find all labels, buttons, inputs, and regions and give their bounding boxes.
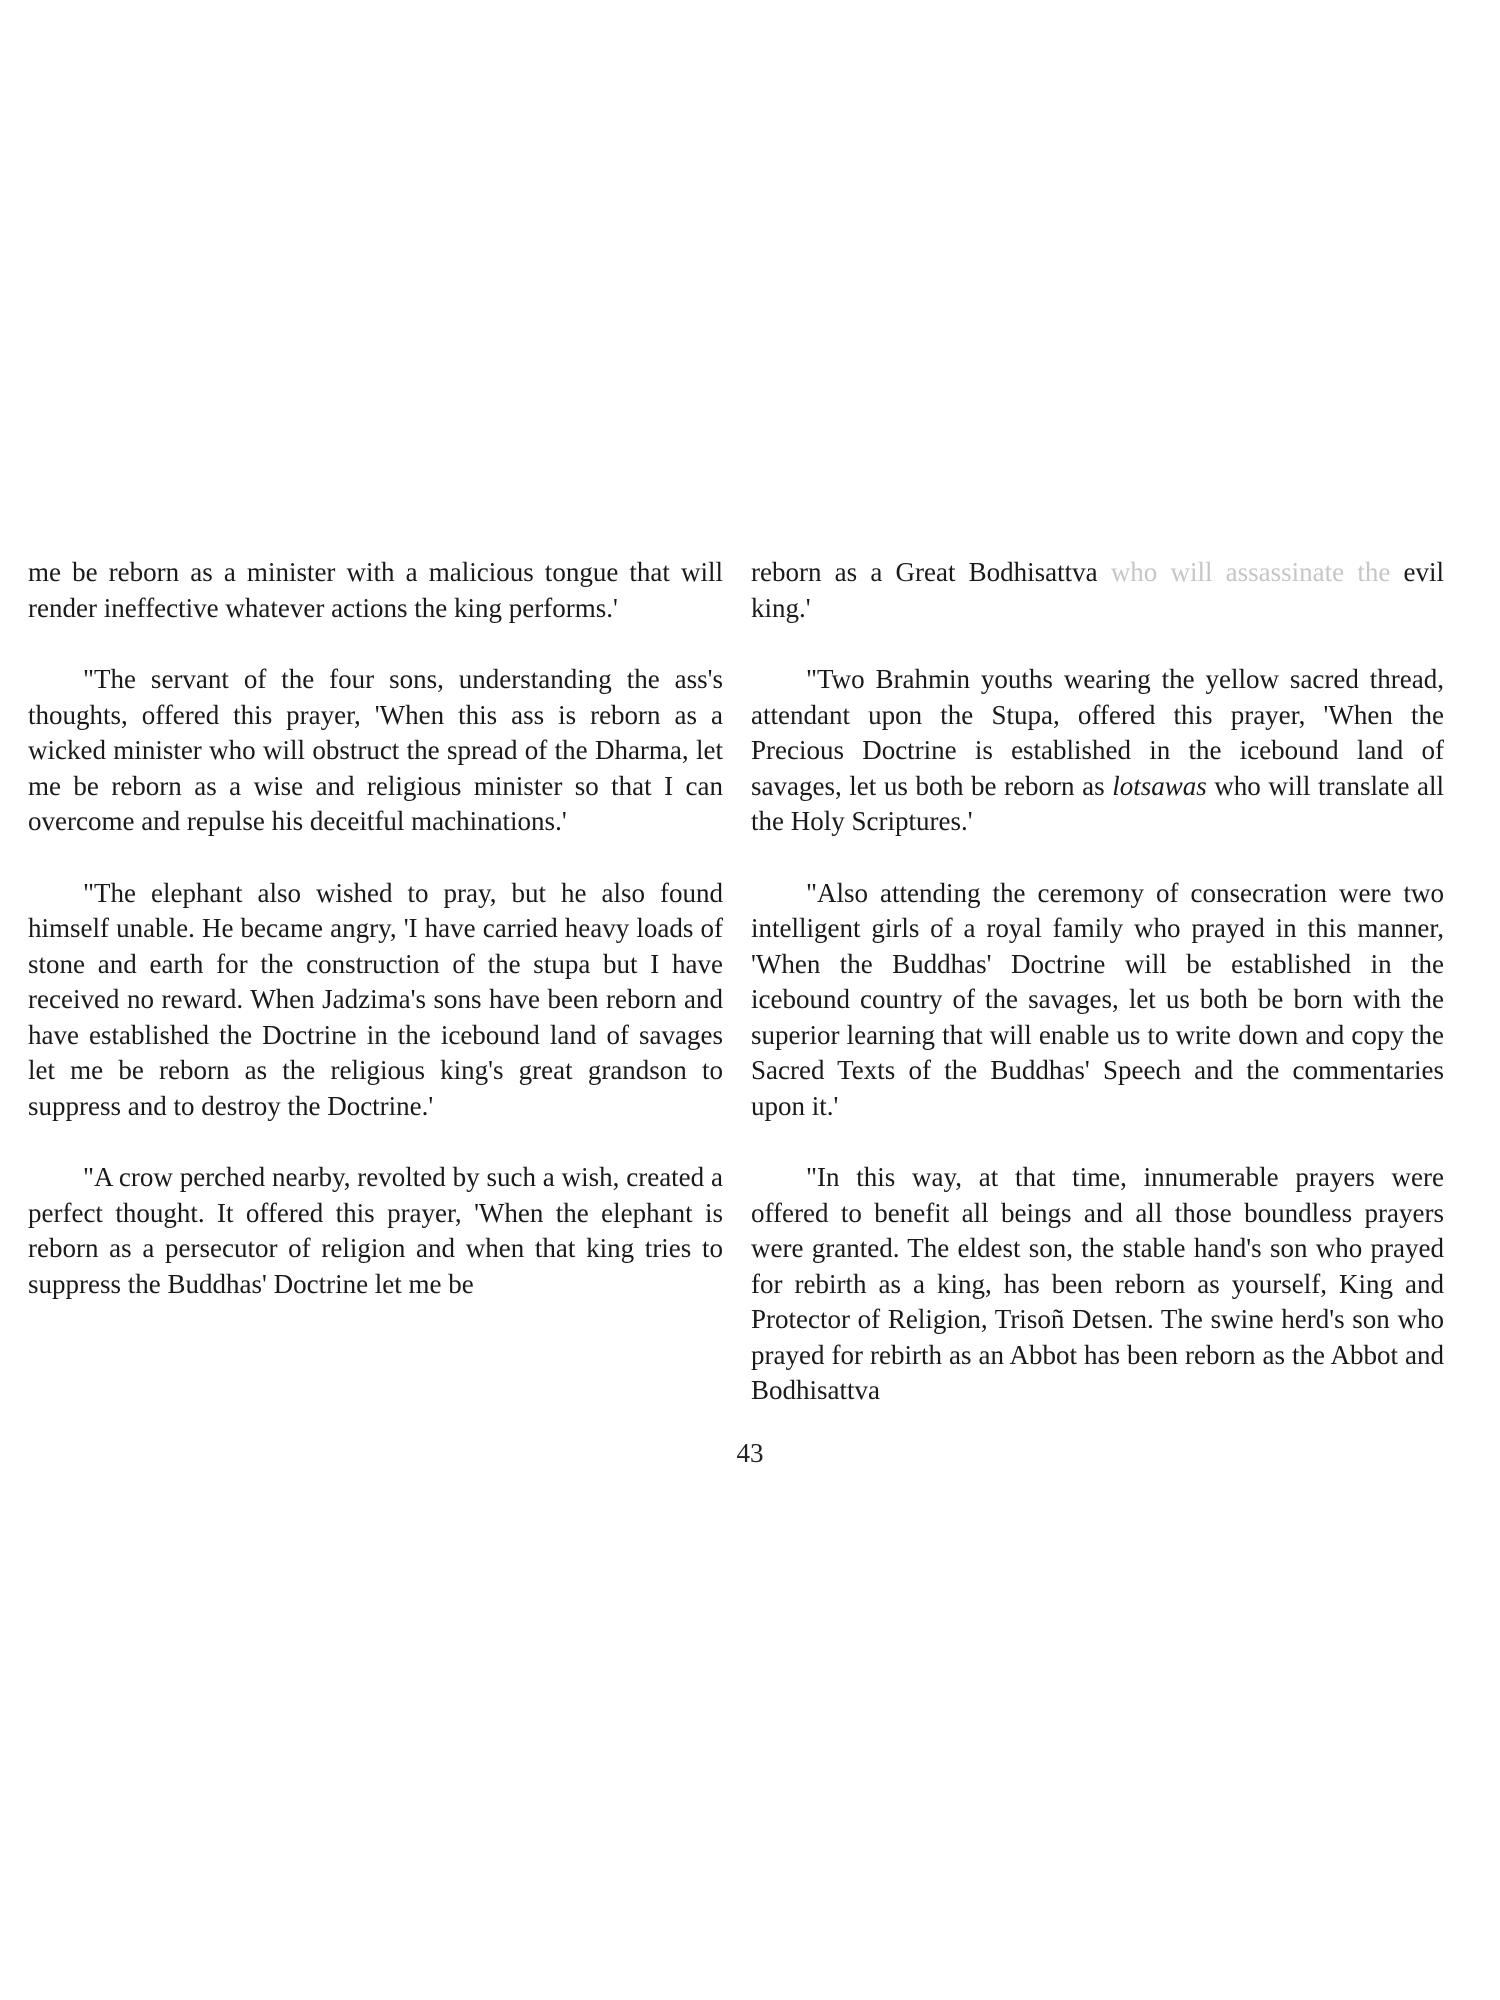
right-paragraph-1-end: evil king.'	[751, 557, 1444, 623]
right-paragraph-2-start: "Two Brahmin youths wearing the yellow sacred thread, attendant upon the Stupa, offered this prayer, 'When the Precious Doctrine is established in the icebound land of savages, let us both be reborn as	[751, 664, 1444, 801]
left-paragraph-3: "The elephant also wished to pray, but he also found himself unable. He became angry, 'I have carried heavy loads of stone and earth for the construction of the stupa but I have received no reward. When Jadzima's sons have been reborn and have established the Doctrine in the icebound land of savages let me be reborn as the religious king's great grandson to suppress and to destroy the Doctrine.'	[28, 877, 723, 1121]
right-paragraph-2	[751, 662, 1444, 840]
right-paragraph-2-italic: lotsawas	[1112, 770, 1207, 801]
left-paragraph-4: "A crow perched nearby, revolted by such a wish, created a perfect thought. It offered this prayer, 'When the elephant is reborn as a persecutor of religion and when that king tries to suppress the Buddhas' Doctrine let me be	[28, 1162, 723, 1299]
right-paragraph-4: "In this way, at that time, innumerable prayers were offered to benefit all beings and all those boundless prayers were granted. The eldest son, the stable hand's son who prayed for rebirth as a king, has been reborn as yourself, King and Protector of Religion, Trisoñ Detsen. The swine herd's son who prayed for rebirth as an Abbot has been reborn as the Abbot and Bodhisattva	[751, 1162, 1444, 1405]
page-number: 43	[736, 1438, 764, 1468]
right-paragraph-1	[751, 555, 1444, 626]
left-paragraph-2: "The servant of the four sons, understanding the ass's thoughts, offered this prayer, 'When this ass is reborn as a wicked minister who will obstruct the spread of the Dharma, let me be reborn as a wise and religious minister so that I can overcome and repulse his deceitful machinations.'	[28, 664, 723, 836]
right-paragraph-1-faded: who will assassinate the	[1110, 557, 1391, 587]
right-paragraph-1-main: reborn as a Great Bodhisattva	[751, 557, 1111, 587]
left-paragraph-1: me be reborn as a minister with a malicious tongue that will render ineffective whatever actions the king performs.'	[28, 557, 723, 623]
left-column	[28, 555, 723, 1338]
right-paragraph-2-end: who will translate all the Holy Scriptures.'	[751, 770, 1444, 836]
right-column	[751, 555, 1444, 1445]
right-paragraph-3: "Also attending the ceremony of consecration were two intelligent girls of a royal family who prayed in this manner, 'When the Buddhas' Doctrine will be established in the icebound country of the savages, let us both be born with the superior learning that will enable us to write down and copy the Sacred Texts of the Buddhas' Speech and the commentaries upon it.'	[751, 877, 1444, 1121]
